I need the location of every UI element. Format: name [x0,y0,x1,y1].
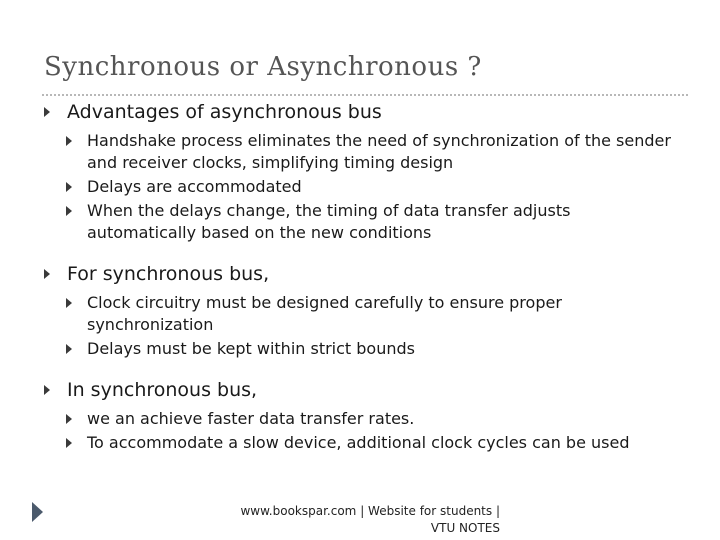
bullet-level2 [44,408,684,430]
spacer [44,360,684,374]
bullet-level1 [44,100,684,124]
triangle-right-icon [66,438,72,448]
slide-footer [230,503,500,537]
sublist [44,408,684,454]
bullet-level1 [44,262,684,286]
section-heading: Advantages of asynchronous bus [67,101,382,123]
section-in-sync-bus [44,378,684,454]
bullet-text: Delays must be kept within strict bounds [87,339,415,358]
bullet-level2 [44,176,684,198]
sublist [44,292,684,360]
bullet-text: Delays are accommodated [87,177,302,196]
bullet-text: Handshake process eliminates the need of synchronization of the sender and receiver clocks, simplifying timing design [87,131,671,172]
play-triangle-icon[interactable] [32,502,43,522]
slide-title: Synchronous or Asynchronous ? [44,52,482,82]
footer-line-1: www.bookspar.com | Website for students | [240,504,500,518]
bullet-text: When the delays change, the timing of data transfer adjusts automatically based on the new conditions [87,201,571,242]
bullet-level2 [44,130,684,174]
bullet-text: Clock circuitry must be designed carefully to ensure proper synchronization [87,293,562,334]
triangle-right-icon [66,206,72,216]
bullet-text: To accommodate a slow device, additional clock cycles can be used [87,433,630,452]
footer-line-2: VTU NOTES [430,521,500,535]
slide-content [44,96,684,454]
bullet-level2 [44,292,684,336]
triangle-right-icon [66,182,72,192]
section-heading: In synchronous bus, [67,379,258,401]
bullet-level1 [44,378,684,402]
bullet-level2 [44,200,684,244]
triangle-right-icon [44,385,50,395]
triangle-right-icon [66,414,72,424]
section-async-advantages [44,100,684,244]
spacer [44,244,684,258]
triangle-right-icon [44,107,50,117]
sublist [44,130,684,244]
section-sync-bus [44,262,684,360]
triangle-right-icon [66,136,72,146]
triangle-right-icon [66,298,72,308]
bullet-text: we an achieve faster data transfer rates. [87,409,415,428]
bullet-level2 [44,338,684,360]
bullet-level2 [44,432,684,454]
section-heading: For synchronous bus, [67,263,270,285]
triangle-right-icon [44,269,50,279]
triangle-right-icon [66,344,72,354]
